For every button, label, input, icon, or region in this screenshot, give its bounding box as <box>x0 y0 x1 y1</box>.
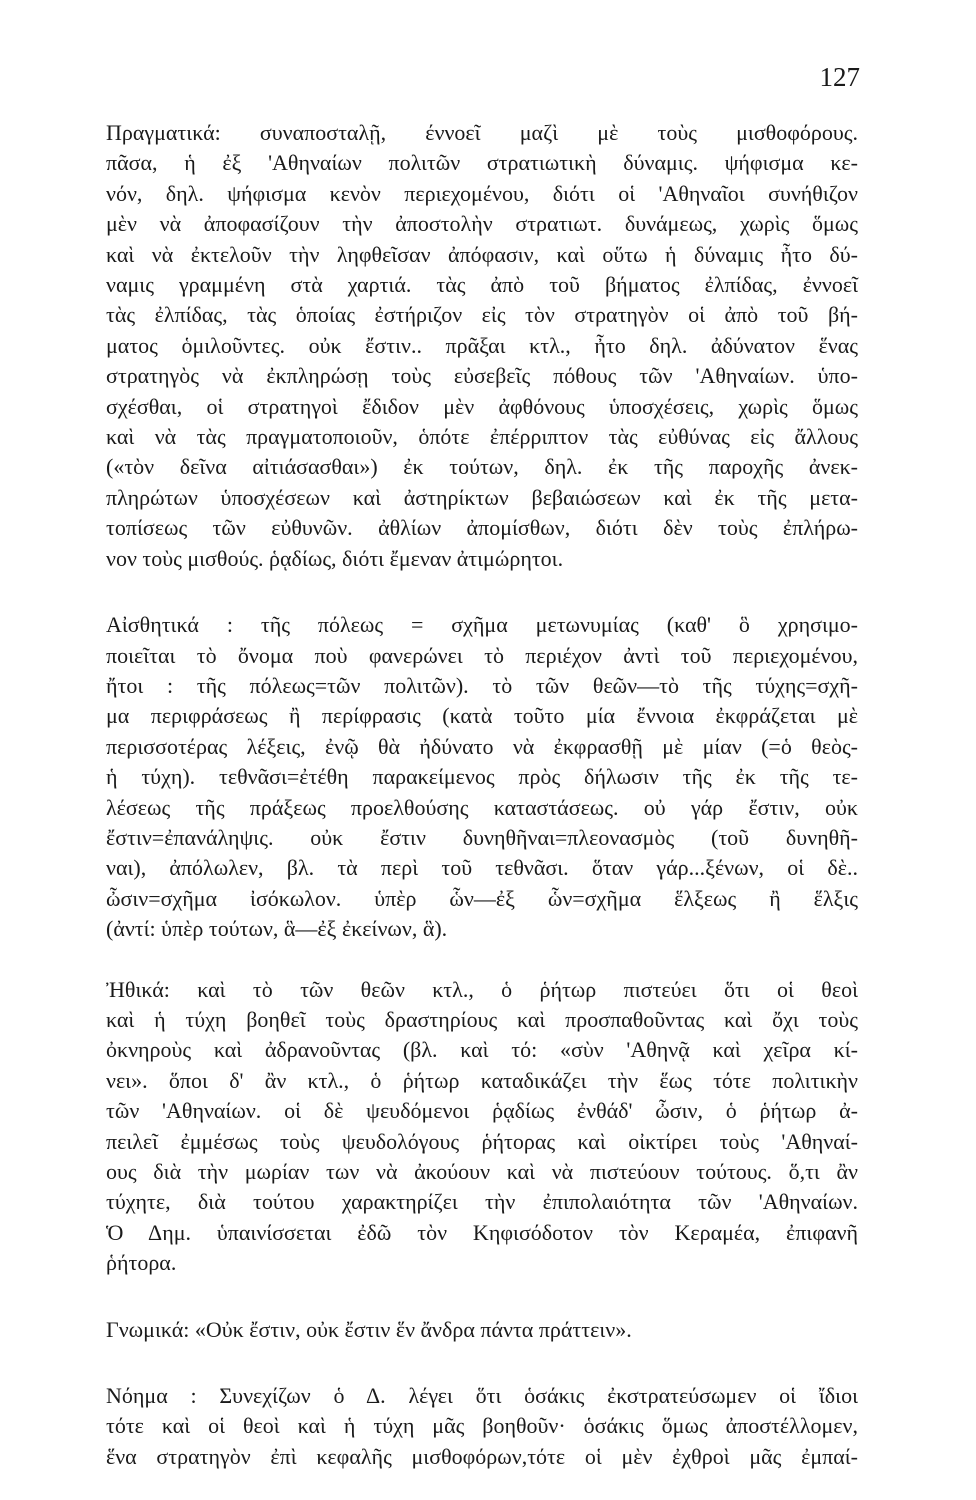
text-line: ἤτοι : τῆς πόλεως=τῶν πολιτῶν). τὸ τῶν θεῶν—τὸ τῆς τύχης=σχῆ- <box>106 672 858 698</box>
text-line: ἡ τύχη). τεθνᾶσι=ἐτέθη παρακείμενος πρὸς δήλωσιν τῆς ἐκ τῆς τε- <box>106 764 858 790</box>
text-line: ποιεῖται τὸ ὄνομα ποὺ φανερώνει τὸ περιέχον ἀντὶ τοῦ περιεχομένου, <box>106 642 858 668</box>
text-line: Νόημα : Συνεχίζων ὁ Δ. λέγει ὅτι ὁσάκις ἐκστρατεύσωμεν οἱ ἴδιοι <box>106 1383 858 1409</box>
text-line: Αἰσθητικά : τῆς πόλεως = σχῆμα μετωνυμίας (καθ' ὃ χρησιμο- <box>106 612 858 638</box>
section-pragmatika <box>106 118 858 574</box>
text-line: λέσεως τῆς πράξεως προελθούσης καταστάσεως. οὐ γάρ ἔστιν, οὐκ <box>106 794 858 820</box>
text-line: ους διὰ τὴν μωρίαν των νὰ ἀκούουν καὶ νὰ πιστεύουν τούτους. ὅ,τι ἂν <box>106 1159 858 1184</box>
section-aisthitika <box>106 610 858 944</box>
text-line: ναμις γραμμένη στὰ χαρτιά. τὰς ἀπὸ τοῦ βήματος ἐλπίδας, ἐννοεῖ <box>106 272 858 298</box>
text-line: ἕνα στρατηγὸν ἐπὶ κεφαλῆς μισθοφόρων,τότε οἱ μὲν ἐχθροὶ μᾶς ἐμπαί- <box>106 1443 858 1469</box>
text-line: τύχητε, διὰ τούτου χαρακτηρίζει τὴν ἐπιπολαιότητα τῶν 'Αθηναίων. <box>106 1189 858 1215</box>
text-line: νόν, δηλ. ψήφισμα κενὸν περιεχομένου, διότι οἱ 'Αθηναῖοι συνήθιζον <box>106 180 858 206</box>
text-line: πᾶσα, ἡ ἐξ 'Αθηναίων πολιτῶν στρατιωτικὴ δύναμις. ψήφισμα κε- <box>106 150 858 176</box>
section-noima <box>106 1381 858 1472</box>
text-line: Πραγματικά: συναποσταλῇ, έννοεῖ μαζὶ μὲ τοὺς μισθοφόρους. <box>106 120 858 145</box>
page-body <box>106 118 858 1472</box>
text-line: ματος ὁμιλοῦντες. οὐκ ἔστιν.. πρᾶξαι κτλ., ἦτο δηλ. ἀδύνατον ἕνας <box>106 332 858 358</box>
text-line: μὲν νὰ ἀποφασίζουν τὴν ἀποστολὴν στρατιωτ. δυνάμεως, χωρὶς ὅμως <box>106 211 858 237</box>
text-line: Ὁ Δημ. ὑπαινίσσεται ἐδῶ τὸν Κηφισόδοτον τὸν Κεραμέα, ἐπιφανῆ <box>106 1219 858 1245</box>
text-line: περισσοτέρας λέξεις, ἐνῷ θὰ ἠδύνατο νὰ ἐκφρασθῇ μὲ μίαν (=ὁ θεὸς- <box>106 733 858 759</box>
text-line: τῶν 'Αθηναίων. οἱ δὲ ψευδόμενοι ῥᾳδίως ἐνθάδ' ὦσιν, ὁ ῥήτωρ ἀ- <box>106 1098 858 1124</box>
text-line: Γνωμικά: «Οὐκ ἔστιν, οὐκ ἔστιν ἕν ἄνδρα πάντα πράττειν». <box>106 1316 632 1342</box>
text-line: ῥήτορα. <box>106 1250 177 1276</box>
text-line: πειλεῖ ἐμμέσως τοὺς ψευδολόγους ῥήτορας καὶ οἰκτίρει τοὺς 'Αθηναί- <box>106 1128 858 1154</box>
text-line: ὀκνηροὺς καὶ ἀδρανοῦντας (βλ. καὶ τό: «σὺν 'Αθηνᾷ καὶ χεῖρα κί- <box>106 1037 858 1063</box>
text-line: μα περιφράσεως ἢ περίφρασις (κατὰ τοῦτο μία ἔννοια ἐκφράζεται μὲ <box>106 703 858 729</box>
section-ithika <box>106 975 858 1279</box>
text-line: (ἀντί: ὑπὲρ τούτων, ἃ—ἐξ ἐκείνων, ἃ). <box>106 916 448 942</box>
text-line: καὶ ἡ τύχη βοηθεῖ τοὺς δραστηρίους καὶ προσπαθοῦντας καὶ ὄχι τοὺς <box>106 1006 858 1032</box>
text-line: νει». ὅποι δ' ἂν κτλ., ὁ ῥήτωρ καταδικάζει τὴν ἕως τότε πολιτικὴν <box>106 1067 858 1093</box>
text-line: ναι), ἀπόλωλεν, βλ. τὰ περὶ τοῦ τεθνᾶσι. ὅταν γάρ...ξένων, οἱ δὲ.. <box>106 855 858 881</box>
text-line: («τὸν δεῖνα αἰτιάσασθαι») ἐκ τούτων, δηλ. ἐκ τῆς παροχῆς ἀνεκ- <box>106 454 858 480</box>
text-line: καὶ νὰ ἐκτελοῦν τὴν ληφθεῖσαν ἀπόφασιν, καὶ οὕτω ἡ δύναμις ἦτο δύ- <box>106 241 858 267</box>
text-line: στρατηγὸς νὰ ἐκπληρώσῃ τοὺς εὐσεβεῖς πόθους τῶν 'Αθηναίων. ὑπο- <box>106 363 858 389</box>
text-line: πληρώτων ὑποσχέσεων καὶ ἀστηρίκτων βεβαιώσεων καὶ ἐκ τῆς μετα- <box>106 484 858 510</box>
text-line: νον τοὺς μισθούς. ῥᾳδίως, διότι ἔμεναν ἀτιμώρητοι. <box>106 545 564 571</box>
section-gnomika <box>106 1315 858 1345</box>
text-line: ὦσιν=σχῆμα ἰσόκωλον. ὑπὲρ ὧν—ἐξ ὧν=σχῆμα ἕλξεως ἢ ἕλξις <box>106 885 858 911</box>
text-line: σχέσθαι, οἱ στρατηγοὶ ἔδιδον μὲν ἀφθόνους ὑποσχέσεις, χωρὶς ὅμως <box>106 393 858 419</box>
text-line: καὶ νὰ τὰς πραγματοποιοῦν, ὁπότε ἐπέρριπτον τὰς εὐθύνας εἰς ἄλλους <box>106 424 858 450</box>
text-line: τοπίσεως τῶν εὐθυνῶν. ἀθλίων ἀπομίσθων, διότι δὲν τοὺς ἐπλήρω- <box>106 515 858 541</box>
text-line: ἔστιν=ἐπανάληψις. οὐκ ἔστιν δυνηθῆναι=πλεονασμὸς (τοῦ δυνηθῆ- <box>106 824 858 850</box>
page-number: 127 <box>819 62 860 92</box>
text-line: Ἠθικά: καὶ τὸ τῶν θεῶν κτλ., ὁ ῥήτωρ πιστεύει ὅτι οἱ θεοὶ <box>106 976 858 1002</box>
text-line: τότε καὶ οἱ θεοὶ καὶ ἡ τύχη μᾶς βοηθοῦν· ὁσάκις ὅμως ἀποστέλλομεν, <box>106 1413 858 1439</box>
text-line: τὰς ἐλπίδας, τὰς ὁποίας ἐστήριζον εἰς τὸν στρατηγὸν οἱ ἀπὸ τοῦ βή- <box>106 302 858 328</box>
